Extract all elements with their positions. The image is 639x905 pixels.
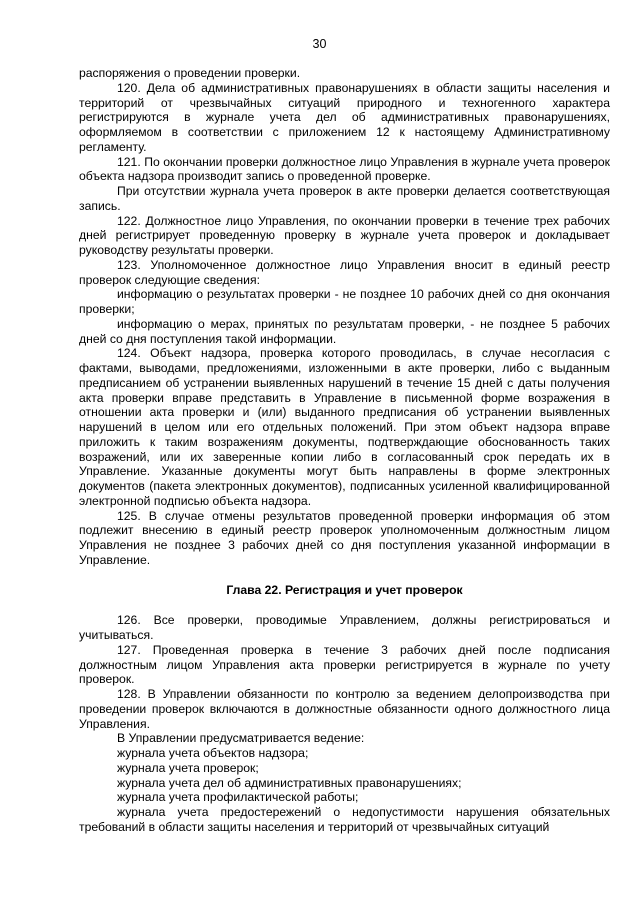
paragraph: 125. В случае отмены результатов проведенной проверки информация об этом подлежит внесению в единый реестр проверок уполномоченным должностным лицом Управления не позднее 3 рабочих дней со дня поступления указанной информации в Управление. xyxy=(79,508,610,567)
section-bottom-paragraphs xyxy=(79,613,610,834)
paragraph: журнала учета объектов надзора; xyxy=(117,746,309,760)
page-number: 30 xyxy=(312,37,327,51)
paragraph: 122. Должностное лицо Управления, по окончании проверки в течение трех рабочих дней регистрирует проведенную проверку в журнале учета проверок и докладывает руководству результаты проверки. xyxy=(79,213,610,257)
section-top-paragraphs xyxy=(79,66,610,568)
paragraph: В Управлении предусматривается ведение: xyxy=(117,731,365,746)
paragraph: распоряжения о проведении проверки. xyxy=(79,66,301,80)
paragraph: 126. Все проверки, проводимые Управлением, должны регистрироваться и учитываться. xyxy=(79,613,610,642)
paragraph: информацию о мерах, принятых по результатам проверки, - не позднее 5 рабочих дней со дня поступления такой информации. xyxy=(79,316,610,346)
paragraph: журнала учета профилактической работы; xyxy=(117,790,359,805)
paragraph: 128. В Управлении обязанности по контролю за ведением делопроизводства при проведении проверок включаются в должностные обязанности одного должностного лица Управления. xyxy=(79,687,610,731)
paragraph: 123. Уполномоченное должностное лицо Управления вносит в единый реестр проверок следующие сведения: xyxy=(79,257,610,287)
paragraph: журнала учета проверок; xyxy=(117,760,259,775)
paragraph: 124. Объект надзора, проверка которого проводилась, в случае несогласия с фактами, выводами, предложениями, изложенными в акте проверки, либо с выданным предписанием об устранении выявленных нарушений в течение 15 дней с даты получения акта проверки вправе представить в Управление в письменной форме возражения в отношении акта проверки и (или) выданного предписания об устранении выявленных нарушений в целом или его отдельных положений. При этом объект надзора вправе приложить к таким возражениям документы, подтверждающие обоснованность таких возражений, или их заверенные копии либо в согласованный срок передать их в Управление. Указанные документы могут быть направлены в форме электронных документов (пакета электронных документов), подписанных усиленной квалифицированной электронной подписью объекта надзора. xyxy=(79,346,610,508)
paragraph: 127. Проведенная проверка в течение 3 рабочих дней после подписания должностным лицом Управления акта проверки регистрируется в журнале по учету проверок. xyxy=(79,642,610,687)
chapter-heading: Глава 22. Регистрация и учет проверок xyxy=(226,582,463,597)
paragraph: 120. Дела об административных правонарушениях в области защиты населения и территорий от чрезвычайных ситуаций природного и техногенного характера регистрируются в журнале учета дел об административных правонарушениях, оформляемом в соответствии с приложением 12 к настоящему Административному регламенту. xyxy=(79,80,610,154)
document-body xyxy=(79,66,610,835)
paragraph: журнала учета дел об административных правонарушениях; xyxy=(117,775,462,790)
paragraph: журнала учета предостережений о недопустимости нарушения обязательных требований в области защиты населения и территорий от чрезвычайных ситуаций xyxy=(79,805,610,834)
paragraph: информацию о результатах проверки - не позднее 10 рабочих дней со дня окончания проверки; xyxy=(79,287,610,316)
paragraph: 121. По окончании проверки должностное лицо Управления в журнале учета проверок объекта надзора производит запись о проведенной проверке. xyxy=(79,154,610,184)
paragraph: При отсутствии журнала учета проверок в акте проверки делается соответствующая запись. xyxy=(79,184,610,213)
